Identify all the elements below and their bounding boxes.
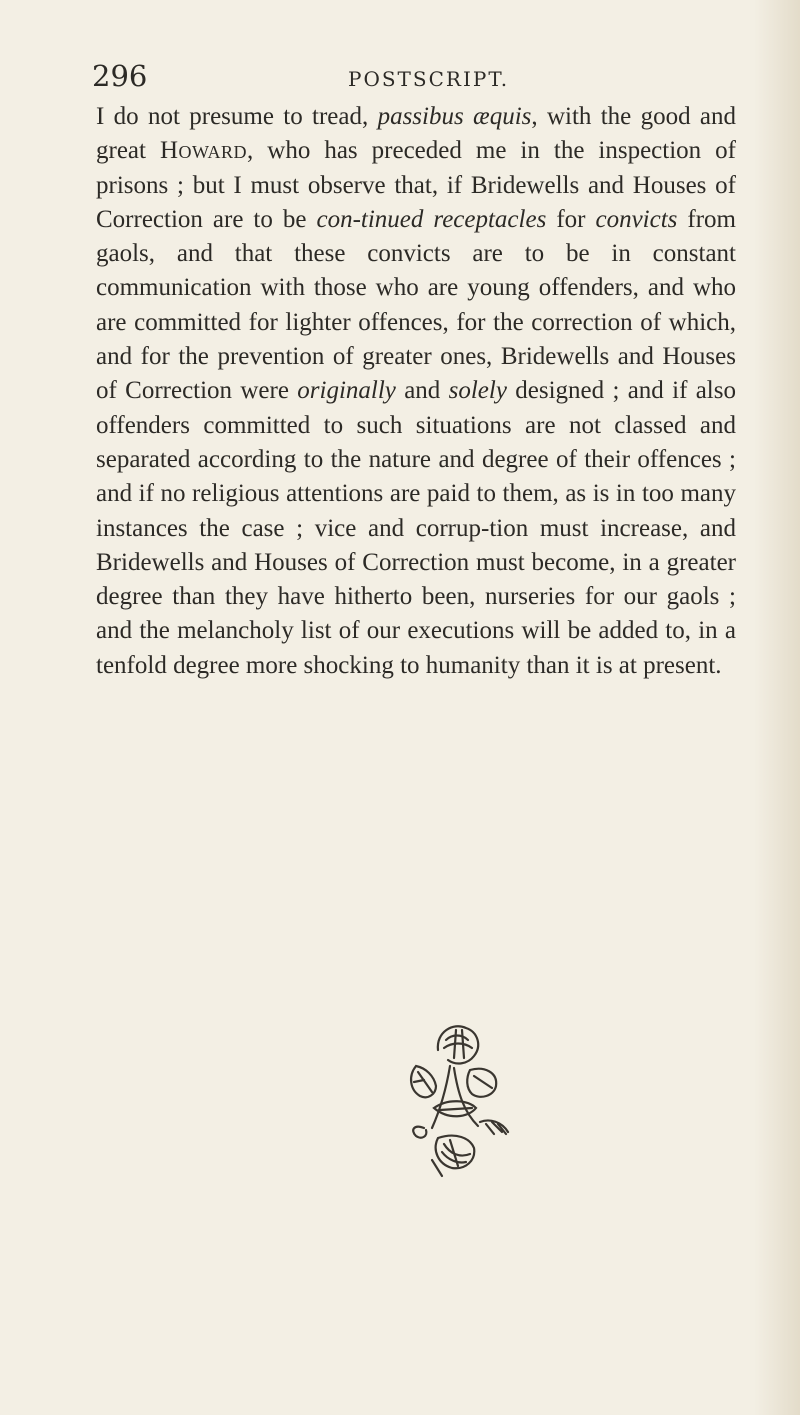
text-segment: , with the good and great — [96, 103, 736, 165]
page-header — [92, 58, 710, 98]
italic-word-solely: solely — [448, 377, 507, 405]
text-segment: , who has preceded me in the inspection of prisons ; but I must observe that, if Bridewells and Houses of Correction are to be — [96, 137, 736, 233]
text-segment: for — [546, 205, 596, 233]
body-paragraph — [96, 100, 736, 683]
text-segment: designed ; and if also offenders committed to such situations are not classed and separated according to the nature and degree of their offences ; and if no religious attentions are paid to them, as is in too many instances the case ; vice and corrup-tion must increase, and Bridewells and Houses of Correction must become, in a greater degree than they have hitherto been, nurseries for our gaols ; and the melancholy list of our executions will be added to, in a tenfold degree more shocking to humanity than it is at present. — [96, 377, 736, 679]
name-howard: Howard — [159, 137, 248, 165]
running-head: POSTSCRIPT. — [348, 67, 510, 91]
italic-phrase-passibus-aequis: passibus æquis — [377, 103, 532, 130]
italic-word-originally: originally — [297, 377, 396, 405]
page-edge-shadow — [754, 0, 800, 1415]
floral-tailpiece-icon — [398, 1010, 516, 1180]
text-segment: from gaols, and that these convicts are to be in constant communication with those who are young offenders, and who are committed for lighter offences, for the correction of which, and for the prevention of greater ones, Bridewells and Houses of Correction were — [96, 205, 737, 405]
text-segment: I do not presume to tread, — [96, 103, 378, 130]
italic-word-convicts: convicts — [595, 205, 678, 233]
page-number: 296 — [92, 59, 148, 93]
italic-phrase-continued-receptacles: con-tinued receptacles — [316, 205, 547, 233]
text-segment: and — [395, 377, 449, 405]
